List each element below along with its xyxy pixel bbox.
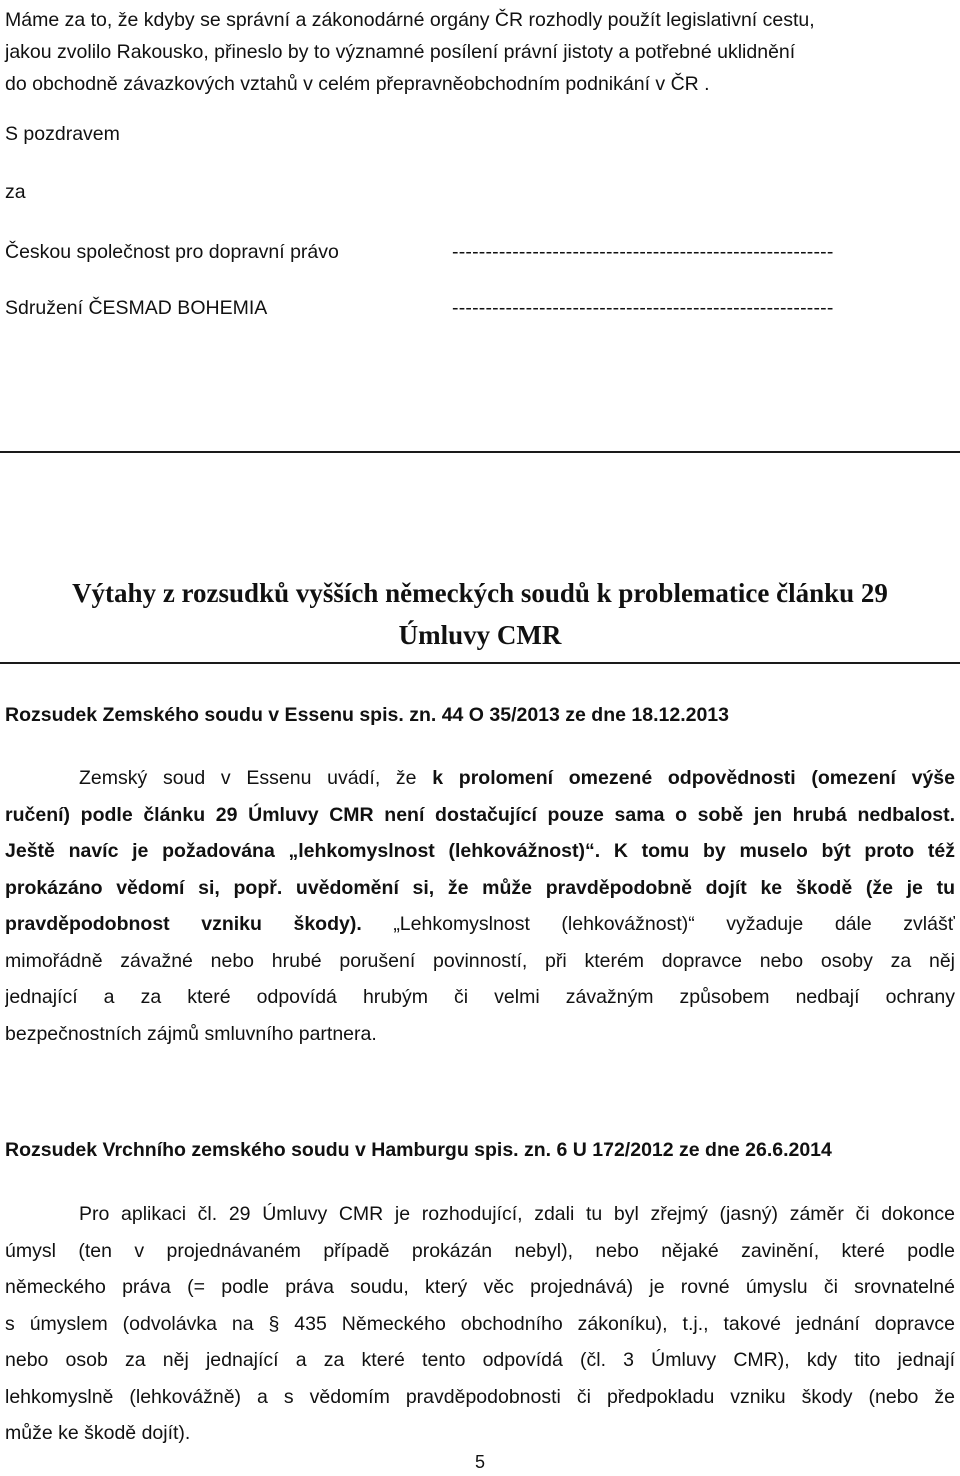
paragraph-line: lehkomyslně (lehkovážně) a s vědomím pravděpodobnosti či předpokladu vzniku škody (nebo že [5, 1385, 955, 1408]
greeting: S pozdravem [5, 123, 120, 145]
case-paragraph-essen [5, 760, 955, 1052]
za-text: za [5, 181, 26, 203]
signature-line: --------------------------------------------------------- [452, 297, 834, 319]
intro-paragraph [5, 4, 955, 100]
paragraph-line: Ještě navíc je požadována „lehkomyslnost (lehkovážnost)“. K tomu by muselo být proto též [5, 840, 955, 862]
paragraph-line [5, 760, 955, 797]
case-paragraph-hamburg [5, 1196, 955, 1452]
paragraph-line: nebo osob za něj jednající a za které tento odpovídá (čl. 3 Úmluvy CMR), kdy tito jednají [5, 1349, 955, 1371]
intro-line: do obchodně závazkových vztahů v celém přepravněobchodním podnikání v ČR . [5, 73, 710, 95]
text-run: Zemský soud v Essenu uvádí, že [79, 767, 433, 789]
section-divider-top [0, 451, 960, 453]
paragraph-line: prokázáno vědomí si, popř. uvědomění si, že může pravděpodobně dojít ke škodě (že je tu [5, 876, 955, 899]
heading-line: Úmluvy CMR [398, 620, 562, 650]
paragraph-line: německého práva (= podle práva soudu, který věc projednává) je rovné úmyslu či srovnatelné [5, 1276, 955, 1298]
signature-row-cspdp [5, 237, 955, 267]
paragraph-line: jednající a za které odpovídá hrubým či velmi závažným způsobem nedbají ochrany [5, 986, 955, 1008]
paragraph-line: úmysl (ten v projednávaném případě prokázán nebyl), nebo nějaké zavinění, které podle [5, 1239, 955, 1262]
paragraph-line [5, 906, 955, 943]
paragraph-line: mimořádně závažné nebo hrubé porušení povinností, při kterém dopravce nebo osoby za něj [5, 949, 955, 972]
case-title-hamburg: Rozsudek Vrchního zemského soudu v Hamburgu spis. zn. 6 U 172/2012 ze dne 26.6.2014 [5, 1139, 832, 1161]
section-heading [0, 572, 960, 656]
text-run: „Lehkomyslnost (lehkovážnost)“ vyžaduje dále zvlášť [361, 913, 955, 935]
paragraph-line: s úmyslem (odvolávka na § 435 Německého obchodního zákoníku), t.j., takové jednání dopravce [5, 1312, 955, 1335]
signature-row-cesmad [5, 293, 955, 323]
paragraph-line: bezpečnostních zájmů smluvního partnera. [5, 1022, 377, 1045]
intro-line: Máme za to, že kdyby se správní a zákonodárné orgány ČR rozhodly použít legislativní cestu, [5, 9, 815, 31]
signatory-name: Sdružení ČESMAD BOHEMIA [5, 297, 268, 319]
paragraph-line: ručení) podle článku 29 Úmluvy CMR není dostačující pouze sama o sobě jen hrubá nedbalost. [5, 803, 955, 826]
signature-line: --------------------------------------------------------- [452, 241, 834, 263]
paragraph-line: může ke škodě dojít). [5, 1422, 191, 1444]
bold-run: pravděpodobnost vzniku škody). [5, 913, 362, 935]
bold-run: k prolomení omezené odpovědnosti (omezení výše [432, 767, 955, 789]
paragraph-line: Pro aplikaci čl. 29 Úmluvy CMR je rozhodující, zdali tu byl zřejmý (jasný) záměr či dokonce [79, 1203, 955, 1225]
case-title-essen: Rozsudek Zemského soudu v Essenu spis. zn. 44 O 35/2013 ze dne 18.12.2013 [5, 704, 729, 726]
page-number: 5 [474, 1452, 485, 1472]
intro-line: jakou zvolilo Rakousko, přineslo by to významné posílení právní jistoty a potřebné uklidnění [5, 41, 796, 63]
section-divider-bottom [0, 662, 960, 664]
heading-line: Výtahy z rozsudků vyšších německých soudů k problematice článku 29 [72, 578, 888, 608]
signatory-name: Českou společnost pro dopravní právo [5, 241, 339, 263]
